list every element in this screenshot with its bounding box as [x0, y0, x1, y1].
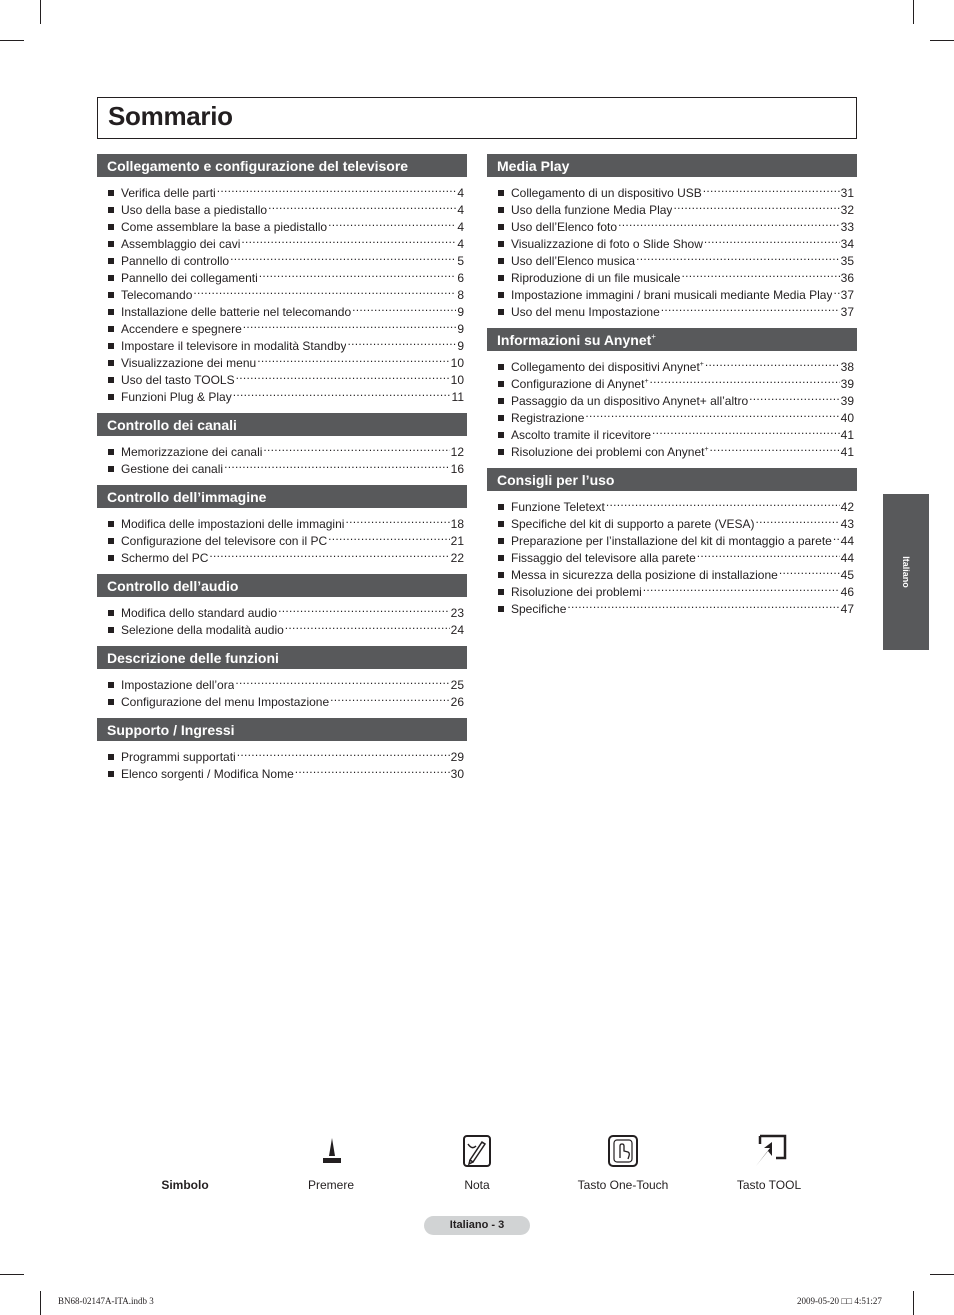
one-touch-icon [607, 1134, 639, 1168]
toc-entry[interactable] [97, 672, 467, 692]
section-heading [97, 413, 467, 436]
toc-page-number: 37 [840, 288, 854, 302]
toc-section [97, 154, 467, 404]
dot-leader [755, 511, 839, 528]
bullet-icon [498, 449, 504, 455]
section-heading-text: Controllo dei canali [107, 417, 237, 433]
toc-entry-title-text: Specifiche [511, 602, 567, 616]
toc-entry-title [511, 253, 635, 270]
bullet-icon [108, 343, 114, 349]
toc-entry-title [121, 202, 267, 219]
toc-entry[interactable] [97, 511, 467, 531]
section-heading [487, 154, 857, 177]
bullet-icon [108, 699, 114, 705]
toc-section [97, 718, 467, 781]
bullet-icon [108, 309, 114, 315]
bullet-icon [108, 466, 114, 472]
bullet-icon [498, 207, 504, 213]
dot-leader [618, 214, 840, 231]
toc-entry-title [121, 236, 240, 253]
tool-icon [752, 1134, 788, 1168]
dot-leader [209, 545, 449, 562]
section-heading [97, 154, 467, 177]
toc-section [487, 154, 857, 319]
toc-page-number: 35 [840, 254, 854, 268]
toc-page-number: 39 [840, 377, 854, 391]
footer-datetime: 2009-05-20 □□ 4:51:27 [797, 1296, 882, 1306]
bullet-icon [108, 771, 114, 777]
toc-entry-title [511, 304, 660, 321]
dot-leader [217, 180, 457, 197]
bullet-icon [108, 258, 114, 264]
toc-entry[interactable] [487, 354, 857, 374]
section-heading-text: Controllo dell’immagine [107, 489, 267, 505]
bullet-icon [498, 504, 504, 510]
section-heading [487, 468, 857, 491]
crop-mark [40, 1291, 41, 1315]
toc-entry-title-text: Ascolto tramite il ricevitore [511, 428, 652, 442]
dot-leader [259, 265, 457, 282]
bullet-icon [108, 521, 114, 527]
dot-leader [233, 384, 451, 401]
bullet-icon [498, 381, 504, 387]
toc-page-number: 21 [450, 534, 464, 548]
toc-page-number: 12 [450, 445, 464, 459]
toc-section [487, 328, 857, 459]
toc-page-number: 42 [840, 500, 854, 514]
footer-file: BN68-02147A-ITA.indb 3 [58, 1296, 154, 1306]
toc-entry-title-text: Risoluzione dei problemi con Anynet [511, 445, 705, 459]
bullet-icon [108, 275, 114, 281]
toc-entry-title [121, 749, 236, 766]
bullet-icon [498, 398, 504, 404]
toc-page-number: 4 [457, 220, 464, 234]
dot-leader [779, 562, 840, 579]
toc-page-number: 43 [840, 517, 854, 531]
bullet-icon [498, 589, 504, 595]
toc-page-number: 18 [450, 517, 464, 531]
toc-entry-title [121, 550, 208, 567]
toc-entry-title-text: Modifica dello standard audio [121, 606, 278, 620]
crop-mark [40, 0, 41, 24]
section-heading [97, 718, 467, 741]
dot-leader [268, 197, 456, 214]
toc-section [97, 646, 467, 709]
dot-leader [330, 689, 450, 706]
dot-leader [230, 248, 456, 265]
section-heading-text: Consigli per l’uso [497, 472, 615, 488]
toc-entry-title [121, 694, 329, 711]
toc-page-number: 4 [457, 237, 464, 251]
dot-leader [636, 248, 840, 265]
toc-page-number: 39 [840, 394, 854, 408]
toc-section [97, 574, 467, 637]
toc-entry-title [511, 376, 649, 393]
dot-leader [263, 439, 449, 456]
dot-leader [278, 600, 450, 617]
toc-entry-title [121, 605, 277, 622]
bullet-icon [108, 538, 114, 544]
toc-entry-title-text: Collegamento di un dispositivo USB [511, 186, 702, 200]
bullet-icon [108, 241, 114, 247]
section-heading [97, 574, 467, 597]
toc-entry-title-text: Risoluzione dei problemi [511, 585, 642, 599]
toc-entry-title [511, 219, 617, 236]
dot-leader [710, 439, 840, 456]
toc-entry-title-text: Specifiche del kit di supporto a parete (VESA) [511, 517, 755, 531]
dot-leader [352, 299, 456, 316]
dot-leader [224, 456, 450, 473]
bullet-icon [498, 190, 504, 196]
toc-page-number: 4 [457, 203, 464, 217]
toc-page-number: 8 [457, 288, 464, 302]
toc-entry-title-text: Modifica delle impostazioni delle immagini [121, 517, 345, 531]
toc-entry-title-text: Configurazione del menu Impostazione [121, 695, 330, 709]
superscript: + [699, 361, 704, 368]
toc-entry-title [121, 321, 242, 338]
toc-entry-title [511, 516, 754, 533]
toc-page-number: 44 [840, 534, 854, 548]
dot-leader [567, 596, 839, 613]
title-box [97, 97, 857, 139]
dot-leader [833, 282, 839, 299]
toc-page-number: 37 [840, 305, 854, 319]
bullet-icon [498, 292, 504, 298]
dot-leader [345, 511, 449, 528]
section-heading [97, 485, 467, 508]
toc-entry-title [121, 287, 192, 304]
toc-page-number: 23 [450, 606, 464, 620]
dot-leader [585, 405, 839, 422]
dot-leader [703, 180, 840, 197]
toc-entry-title-text: Preparazione per l’installazione del kit di montaggio a parete [511, 534, 832, 548]
bullet-icon [498, 432, 504, 438]
toc-entry-title [511, 601, 566, 618]
toc-entry-title-text: Uso dell’Elenco foto [511, 220, 618, 234]
dot-leader [749, 388, 839, 405]
toc-entry-title-text: Memorizzazione dei canali [121, 445, 263, 459]
page-title: Sommario [108, 101, 233, 131]
bullet-icon [498, 364, 504, 370]
bullet-icon [108, 326, 114, 332]
language-tab [883, 494, 929, 650]
toc-entry-title-text: Pannello di controllo [121, 254, 230, 268]
toc-entry-title-text: Messa in sicurezza della posizione di installazione [511, 568, 778, 582]
toc-page-number: 41 [840, 445, 854, 459]
toc-entry-title [511, 550, 696, 567]
bullet-icon [498, 415, 504, 421]
bullet-icon [498, 275, 504, 281]
toc-page-number: 26 [450, 695, 464, 709]
bullet-icon [498, 606, 504, 612]
toc-entry-title-text: Visualizzazione di foto o Slide Show [511, 237, 703, 251]
section-heading-text: Descrizione delle funzioni [107, 650, 279, 666]
toc-entry-title [121, 622, 284, 639]
toc-page-number: 16 [450, 462, 464, 476]
toc-page-number: 6 [457, 271, 464, 285]
section-heading [97, 646, 467, 669]
section-heading-text: Supporto / Ingressi [107, 722, 235, 738]
bullet-icon [108, 377, 114, 383]
toc-page-number: 24 [450, 623, 464, 637]
toc-entry-title-text: Programmi supportati [121, 750, 236, 764]
toc-entry-title-text: Fissaggio del televisore alla parete [511, 551, 696, 565]
toc-entry-title [121, 372, 235, 389]
bullet-icon [108, 360, 114, 366]
toc-page-number: 44 [840, 551, 854, 565]
toc-entry-title-text: Funzioni Plug & Play [121, 390, 232, 404]
dot-leader [652, 422, 840, 439]
language-tab-label: Italiano [901, 556, 911, 588]
toc-entry[interactable] [97, 180, 467, 200]
toc-entry-title [121, 185, 216, 202]
dot-leader [237, 744, 450, 761]
toc-entry-title-text: Impostazione immagini / brani musicali mediante Media Play [511, 288, 833, 302]
toc-page-number: 31 [840, 186, 854, 200]
superscript: + [644, 378, 649, 385]
legend-label-note: Nota [464, 1178, 490, 1192]
bullet-icon [108, 610, 114, 616]
toc-entry[interactable] [97, 439, 467, 459]
toc-entry-title-text: Registrazione [511, 411, 585, 425]
toc-entry[interactable] [487, 180, 857, 200]
toc-entry-title [121, 461, 223, 478]
toc-entry-title-text: Come assemblare la base a piedistallo [121, 220, 328, 234]
toc-page-number: 4 [457, 186, 464, 200]
toc-section [97, 413, 467, 476]
toc-entry[interactable] [487, 494, 857, 514]
bullet-icon [498, 572, 504, 578]
toc-page-number: 10 [450, 356, 464, 370]
toc-entry-title-text: Uso del tasto TOOLS [121, 373, 235, 387]
toc-entry-title-text: Schermo del PC [121, 551, 209, 565]
toc-entry-title [511, 499, 605, 516]
dot-leader [643, 579, 840, 596]
dot-leader [328, 214, 456, 231]
toc-page-number: 22 [450, 551, 464, 565]
toc-entry-title-text: Assemblaggio dei cavi [121, 237, 241, 251]
toc-entry-title-text: Pannello dei collegamenti [121, 271, 258, 285]
toc-column-right [487, 154, 857, 625]
toc-entry-title-text: Verifica delle parti [121, 186, 216, 200]
toc-page-number: 9 [457, 322, 464, 336]
toc-page-number: 32 [840, 203, 854, 217]
toc-entry-title-text: Collegamento dei dispositivi Anynet [511, 360, 700, 374]
dot-leader [650, 371, 840, 388]
toc-entry-title [121, 766, 294, 783]
toc-entry[interactable] [97, 600, 467, 620]
toc-page-number: 45 [840, 568, 854, 582]
toc-entry-title-text: Selezione della modalità audio [121, 623, 284, 637]
toc-entry-title-text: Telecomando [121, 288, 193, 302]
dot-leader [295, 761, 450, 778]
toc-entry-title [121, 253, 229, 270]
toc-entry-title-text: Configurazione di Anynet [511, 377, 645, 391]
bullet-icon [108, 754, 114, 760]
toc-page-number: 25 [450, 678, 464, 692]
toc-section [487, 468, 857, 616]
dot-leader [705, 354, 840, 371]
toc-page-number: 40 [840, 411, 854, 425]
bullet-icon [108, 449, 114, 455]
toc-page-number: 38 [840, 360, 854, 374]
toc-entry-title [121, 516, 344, 533]
dot-leader [606, 494, 840, 511]
toc-entry-title-text: Uso dell’Elenco musica [511, 254, 636, 268]
toc-page-number: 9 [457, 305, 464, 319]
toc-page-number: 34 [840, 237, 854, 251]
dot-leader [241, 231, 456, 248]
dot-leader [704, 231, 840, 248]
toc-entry-title-text: Uso della base a piedistallo [121, 203, 268, 217]
toc-entry-title-text: Impostazione dell’ora [121, 678, 235, 692]
bullet-icon [498, 241, 504, 247]
toc-column-left [97, 154, 467, 790]
note-icon [462, 1134, 492, 1168]
toc-page-number: 46 [840, 585, 854, 599]
crop-mark [0, 1274, 24, 1275]
crop-mark [930, 1274, 954, 1275]
toc-page-number: 11 [451, 390, 464, 404]
toc-entry-title [511, 270, 680, 287]
toc-entry-title-text: Installazione delle batterie nel telecomando [121, 305, 352, 319]
toc-page-number: 30 [450, 767, 464, 781]
toc-page-number: 29 [450, 750, 464, 764]
toc-page-number: 9 [457, 339, 464, 353]
section-heading-text: Controllo dell’audio [107, 578, 239, 594]
bullet-icon [108, 224, 114, 230]
section-heading-text: Informazioni su Anynet [497, 332, 652, 348]
dot-leader [681, 265, 839, 282]
toc-entry-title-text: Riproduzione di un file musicale [511, 271, 681, 285]
toc-entry-title [511, 444, 709, 461]
toc-entry-title-text: Passaggio da un dispositivo Anynet+ all’altro [511, 394, 749, 408]
bullet-icon [108, 627, 114, 633]
toc-page-number: 47 [840, 602, 854, 616]
toc-entry-title-text: Impostare il televisore in modalità Standby [121, 339, 347, 353]
superscript: + [704, 446, 709, 453]
legend-label-press: Premere [307, 1178, 354, 1192]
bullet-icon [498, 538, 504, 544]
toc-entry-title-text: Funzione Teletext [511, 500, 605, 514]
dot-leader [833, 528, 840, 545]
bullet-icon [498, 224, 504, 230]
toc-page-number: 33 [840, 220, 854, 234]
bullet-icon [498, 258, 504, 264]
toc-entry-title [121, 677, 234, 694]
superscript: + [651, 332, 656, 341]
bullet-icon [108, 207, 114, 213]
toc-entry-title [121, 389, 232, 406]
bullet-icon [498, 309, 504, 315]
dot-leader [673, 197, 839, 214]
toc-entry-title-text: Uso della funzione Media Play [511, 203, 673, 217]
toc-entry-title [511, 427, 651, 444]
dot-leader [328, 528, 450, 545]
dot-leader [236, 367, 450, 384]
press-icon [321, 1136, 343, 1166]
toc-page-number: 5 [457, 254, 464, 268]
bullet-icon [108, 555, 114, 561]
crop-mark [913, 1291, 914, 1315]
toc-entry[interactable] [97, 744, 467, 764]
bullet-icon [498, 521, 504, 527]
bullet-icon [108, 394, 114, 400]
dot-leader [257, 350, 449, 367]
toc-page-number: 41 [840, 428, 854, 442]
dot-leader [243, 316, 457, 333]
toc-entry-title-text: Visualizzazione dei menu [121, 356, 257, 370]
dot-leader [285, 617, 450, 634]
dot-leader [235, 672, 449, 689]
toc-page-number: 36 [840, 271, 854, 285]
bullet-icon [108, 682, 114, 688]
crop-mark [0, 40, 24, 41]
bullet-icon [498, 555, 504, 561]
bullet-icon [108, 190, 114, 196]
toc-entry-title-text: Gestione dei canali [121, 462, 224, 476]
dot-leader [193, 282, 456, 299]
toc-entry-title-text: Elenco sorgenti / Modifica Nome [121, 767, 294, 781]
legend-header: Simbolo [161, 1178, 209, 1192]
crop-mark [930, 40, 954, 41]
legend-label-tool: Tasto TOOL [736, 1178, 802, 1192]
toc-section [97, 485, 467, 565]
crop-mark [913, 0, 914, 24]
page-number-badge: Italiano - 3 [424, 1216, 530, 1235]
toc-entry-title-text: Uso del menu Impostazione [511, 305, 660, 319]
bullet-icon [108, 292, 114, 298]
dot-leader [347, 333, 456, 350]
dot-leader [661, 299, 840, 316]
toc-entry-title-text: Configurazione del televisore con il PC [121, 534, 328, 548]
section-heading [487, 328, 857, 351]
dot-leader [697, 545, 840, 562]
toc-page-number: 10 [450, 373, 464, 387]
section-heading-text: Media Play [497, 158, 570, 174]
section-heading-text: Collegamento e configurazione del televisore [107, 158, 409, 174]
legend-label-one-touch: Tasto One-Touch [577, 1178, 669, 1192]
toc-entry-title [511, 410, 584, 427]
toc-entry-title-text: Accendere e spegnere [121, 322, 242, 336]
